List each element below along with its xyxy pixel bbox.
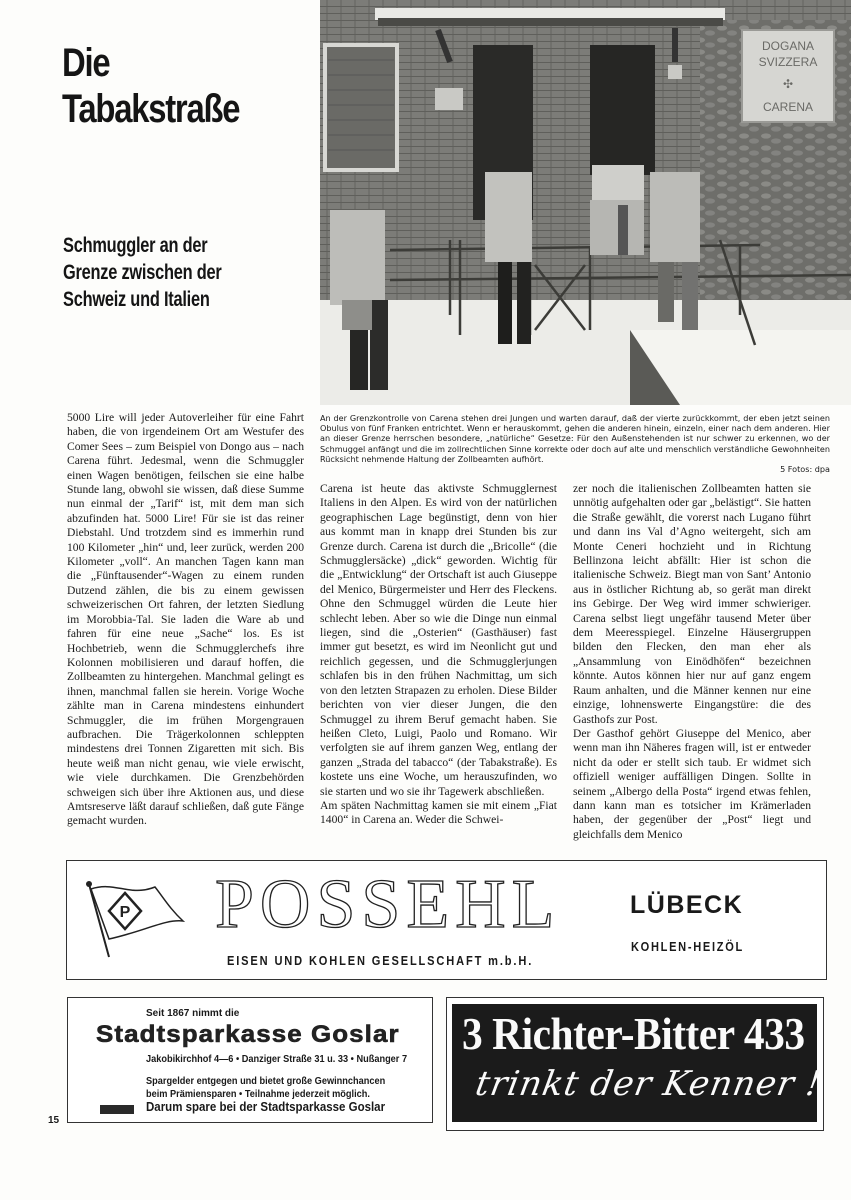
photo-caption — [320, 413, 830, 474]
possehl-products: KOHLEN-HEIZÖL — [631, 939, 744, 954]
svg-text:SVIZZERA: SVIZZERA — [758, 55, 818, 69]
svg-text:CARENA: CARENA — [762, 100, 814, 114]
richter-title: 3 Richter-Bitter 433 — [462, 1009, 805, 1059]
svg-text:✣: ✣ — [782, 77, 794, 91]
goslar-bar-decoration — [100, 1105, 134, 1114]
border-station-photo-image — [320, 0, 851, 405]
photo-credit: 5 Fotos: dpa — [780, 464, 830, 475]
svg-text:DOGANA: DOGANA — [761, 39, 815, 53]
caption-text: An der Grenzkontrolle von Carena stehen drei Jungen und warten darauf, daß der vierte zurückkommt, der eben jetzt seinen Obulus von fünf Franken entrichtet. Wenn er herauskommt, gehen die anderen hinein, einzeln, einer nach dem anderen. Hier an dieser Grenze herrschen besondere, „natürliche“ Gesetze: Für den Außenstehenden ist nur schwer zu erkennen, wo der Schmuggel anfängt und die im zollrechtlichen Sinne korrekte oder doch auf alte und menschlich verständliche Gewohnheiten Rücksicht nehmende Haltung der Zollbeamten aufhört. — [320, 413, 830, 464]
headline-line-2: Tabakstraße — [62, 87, 240, 131]
goslar-slogan: Darum spare bei der Stadtsparkasse Goslar — [146, 1100, 386, 1114]
flag-logo-icon — [85, 879, 185, 959]
column-3-paragraph-1: zer noch die italienischen Zollbeamten hatten sie unnötig aufgehalten oder gar „belästigt“. Sie hatten die Straße gewählt, die vorerst nach Lugano führt und dann ins Val d’Agno weitergeht, sich am Monte Ceneri hochzieht und in Richtung Bellinzona leicht abfällt: Hier ist schon die italienische Schweiz. Biegt man von Sant’ Antonio aus in östlicher Richtung ab, so gerät man direkt ins Gebirge. Der Weg wird immer schwieriger. Carena selbst liegt ungefähr tausend Meter über dem Meeresspiegel. Einzelne Häusergruppen bilden den Flecken, den man eher als „Ansammlung von Einödhöfen“ bezeichnen könnte. Autos können hier nur auf ganz engem Raum anhalten, und die Männer kennen nur eine einzige, lohnenswerte Eingangstüre: die des Gasthofs zur Post. — [573, 482, 811, 726]
headline — [62, 40, 267, 132]
possehl-city: LÜBECK — [630, 891, 744, 919]
richter-black-panel — [452, 1004, 825, 1122]
subhead-line-3: Schweiz und Italien — [63, 288, 210, 311]
page-number: 15 — [48, 1115, 60, 1126]
goslar-since-text: Seit 1867 nimmt die — [146, 1008, 240, 1019]
goslar-address: Jakobikirchhof 4—6 • Danziger Straße 31 u. 33 • Nußanger 7 — [146, 1054, 408, 1065]
goslar-offer-line-1: Spargelder entgegen und bietet große Gewinnchancen — [146, 1076, 386, 1087]
richter-bitter-advertisement — [446, 997, 824, 1131]
subhead-line-1: Schmuggler an der — [63, 234, 208, 257]
column-1-text: 5000 Lire will jeder Autoverleiher für eine Fahrt haben, die von irgendeinem Ort am Westufer des Comer Sees – zum Beispiel von Dongo aus – nach Carena führt. Jedesmal, wenn die Schmuggler einen Wagen benötigen, feilschen sie eine halbe Stunde lang, obwohl sie wissen, daß diese Summe nun einmal der „Tarif“ ist, mit dem man sich abzufinden hat. 5000 Lire! Für sie ist das reiner Diebstahl. Und trotzdem sind es immerhin rund 100 Kilometer „hin“ und, leer zurück, werden 200 Kilometer „voll“. An manchen Tagen kann man die „Fünftausender“-Wagen zu einem runden Dutzend zählen, die bis zu einem gewissen schweizerischen Ort fahren, der letzten Siedlung im Morobbia-Tal. Sie laden die Ware ab und fahren für eine neue „Sache“ los. Es ist Hochbetrieb, wenn die Schmugglerchefs ihre Kolonnen mobilisieren und darauf hoffen, die Zollbeamten zu hintergehen. Manchmal gelingt es ihnen, manchmal fallen sie herein. Vorige Woche zählte man in Carena mindestens einhundert Schmuggler, die im frühen Morgengrauen aufbrachen. Die Trägerkolonnen schleppten mindestens drei Tonnen Zigaretten mit sich. Bis heute weiß man nicht genau, wie viele erwischt, wie viele durchkamen. Die Grenzbehörden schweigen sich über ihre Aktionen aus, und diese Amtsreserve läßt darauf schließen, daß gute Fänge gemacht wurden. — [67, 411, 304, 828]
goslar-bank-name: Stadtsparkasse Goslar — [96, 1021, 400, 1048]
subheadline — [63, 232, 297, 313]
subhead-line-2: Grenze zwischen der — [63, 261, 222, 284]
possehl-wordmark: POSSEHL — [215, 866, 561, 943]
column-3-paragraph-2: Der Gasthof gehört Giuseppe del Menico, aber wenn man ihn Näheres fragen will, ist er entweder nicht da oder er stellt sich taub. Er widmet sich offiziell weniger auffälligen Dingen. Sollte in seinem „Albergo della Posta“ irgend etwas fehlen, dann kann man es totsicher im Krämerladen haben, der gegenüber der „Post“ liegt und gleichfalls dem Menico — [573, 726, 811, 841]
goslar-offer-line-2: beim Prämiensparen • Teilnahme jederzeit möglich. — [146, 1089, 370, 1100]
article-column-3 — [573, 482, 811, 842]
headline-line-1: Die — [62, 41, 110, 85]
column-2-paragraph-1: Carena ist heute das aktivste Schmugglernest Italiens in den Alpen. Es wird von der natürlichen geographischen Lage begünstigt, denn von hier aus kommt man in knapp drei Stunden bis zur Grenze durch. Carena ist durch die „Bricolle“ (die Schmugglersäcke) „dick“ geworden. Wichtig für die „Entwicklung“ der Ortschaft ist auch Giuseppe del Menico, Bürgermeister und Herr des Fleckens. Ohne den Schmuggel würden die Leute hier schlecht leben. Aber so wie die Dinge nun einmal liegen, sind die „Osterien“ (Gasthäuser) fast immer gut besetzt, es wird im Neonlicht gut und reichlich gegessen, und die Schmugglerjungen schlafen bis in den frühen Nachmittag, um sich von den letzten Strapazen zu erholen. Diese Bilder berichten von vier dieser Jungen, die den Schmuggel zu ihrem Beruf gemacht haben. Sie heißen Cleto, Luigi, Paolo und Romano. Wir verfolgten sie auf ihrem ganzen Weg, entlang der ganzen „Strada del tabacco“ (der Tabakstraße). Es kostete uns eine Woche, um herauszufinden, wo sie starten und wo sie ihr Tagewerk abschließen. — [320, 482, 557, 798]
svg-text:P: P — [119, 904, 131, 921]
article-column-1 — [67, 411, 304, 829]
column-2-paragraph-2-visible: Am späten Nachmittag kamen sie mit einem „Fiat 1400“ in Carena an. Weder die Schwei- — [320, 798, 557, 827]
possehl-advertisement — [66, 860, 827, 980]
stadtsparkasse-goslar-advertisement — [67, 997, 433, 1123]
article-column-2 — [320, 482, 557, 828]
goslar-offer — [146, 1075, 385, 1101]
possehl-tagline: EISEN UND KOHLEN GESELLSCHAFT m.b.H. — [227, 953, 534, 968]
richter-slogan: trinkt der Kenner ! — [472, 1064, 825, 1104]
lead-photo — [320, 0, 851, 405]
